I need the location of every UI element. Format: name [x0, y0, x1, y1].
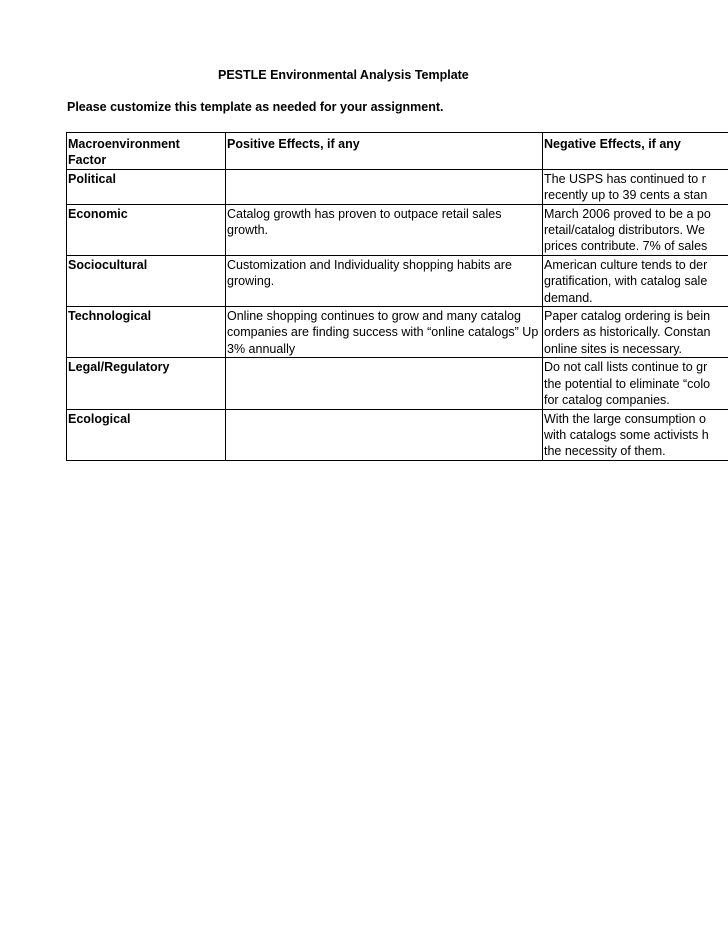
- table-row: [67, 169, 728, 204]
- row-negative-technological: [543, 307, 728, 358]
- header-negative: Negative Effects, if any: [543, 133, 728, 170]
- row-negative-ecological: [543, 409, 728, 460]
- negative-line: prices contribute. 7% of sales: [544, 239, 708, 254]
- row-positive-technological: Online shopping continues to grow and many catalog companies are finding success with “online catalogs” Up 3% annually: [226, 307, 543, 358]
- row-factor-economic: Economic: [67, 204, 226, 255]
- negative-line: retail/catalog distributors. We: [544, 223, 705, 238]
- negative-line: online sites is necessary.: [544, 341, 683, 356]
- negative-line: Do not call lists continue to gr: [544, 360, 708, 375]
- negative-line: the potential to eliminate “colo: [544, 376, 711, 391]
- row-positive-economic: Catalog growth has proven to outpace retail sales growth.: [226, 204, 543, 255]
- document-instructions: Please customize this template as needed for your assignment.: [67, 100, 444, 114]
- row-negative-political: [543, 169, 728, 204]
- negative-line: March 2006 proved to be a po: [544, 206, 711, 221]
- row-positive-legal-regulatory: [226, 358, 543, 409]
- row-factor-sociocultural: Sociocultural: [67, 255, 226, 306]
- table-row: [67, 409, 728, 460]
- table-row: [67, 255, 728, 306]
- document-title: PESTLE Environmental Analysis Template: [218, 68, 469, 82]
- negative-line: The USPS has continued to r: [544, 171, 706, 186]
- negative-line: demand.: [544, 290, 593, 305]
- row-negative-economic: [543, 204, 728, 255]
- row-factor-legal-regulatory: Legal/Regulatory: [67, 358, 226, 409]
- row-positive-political: [226, 169, 543, 204]
- negative-line: with catalogs some activists h: [544, 427, 709, 442]
- table-row: [67, 307, 728, 358]
- table-row: [67, 358, 728, 409]
- negative-line: Paper catalog ordering is bein: [544, 309, 711, 324]
- negative-line: the necessity of them.: [544, 444, 666, 459]
- pestle-table: [66, 132, 728, 461]
- row-negative-sociocultural: [543, 255, 728, 306]
- row-factor-technological: Technological: [67, 307, 226, 358]
- table-row: [67, 204, 728, 255]
- negative-line: orders as historically. Constan: [544, 325, 711, 340]
- negative-line: gratification, with catalog sale: [544, 274, 708, 289]
- negative-line: for catalog companies.: [544, 393, 670, 408]
- row-factor-ecological: Ecological: [67, 409, 226, 460]
- row-positive-sociocultural: Customization and Individuality shopping habits are growing.: [226, 255, 543, 306]
- negative-line: With the large consumption o: [544, 411, 706, 426]
- row-factor-political: Political: [67, 169, 226, 204]
- header-positive: Positive Effects, if any: [226, 133, 543, 170]
- header-factor: Macroenvironment Factor: [67, 133, 226, 170]
- negative-line: American culture tends to der: [544, 257, 708, 272]
- negative-line: recently up to 39 cents a stan: [544, 188, 708, 203]
- table-header-row: [67, 133, 728, 170]
- row-negative-legal-regulatory: [543, 358, 728, 409]
- row-positive-ecological: [226, 409, 543, 460]
